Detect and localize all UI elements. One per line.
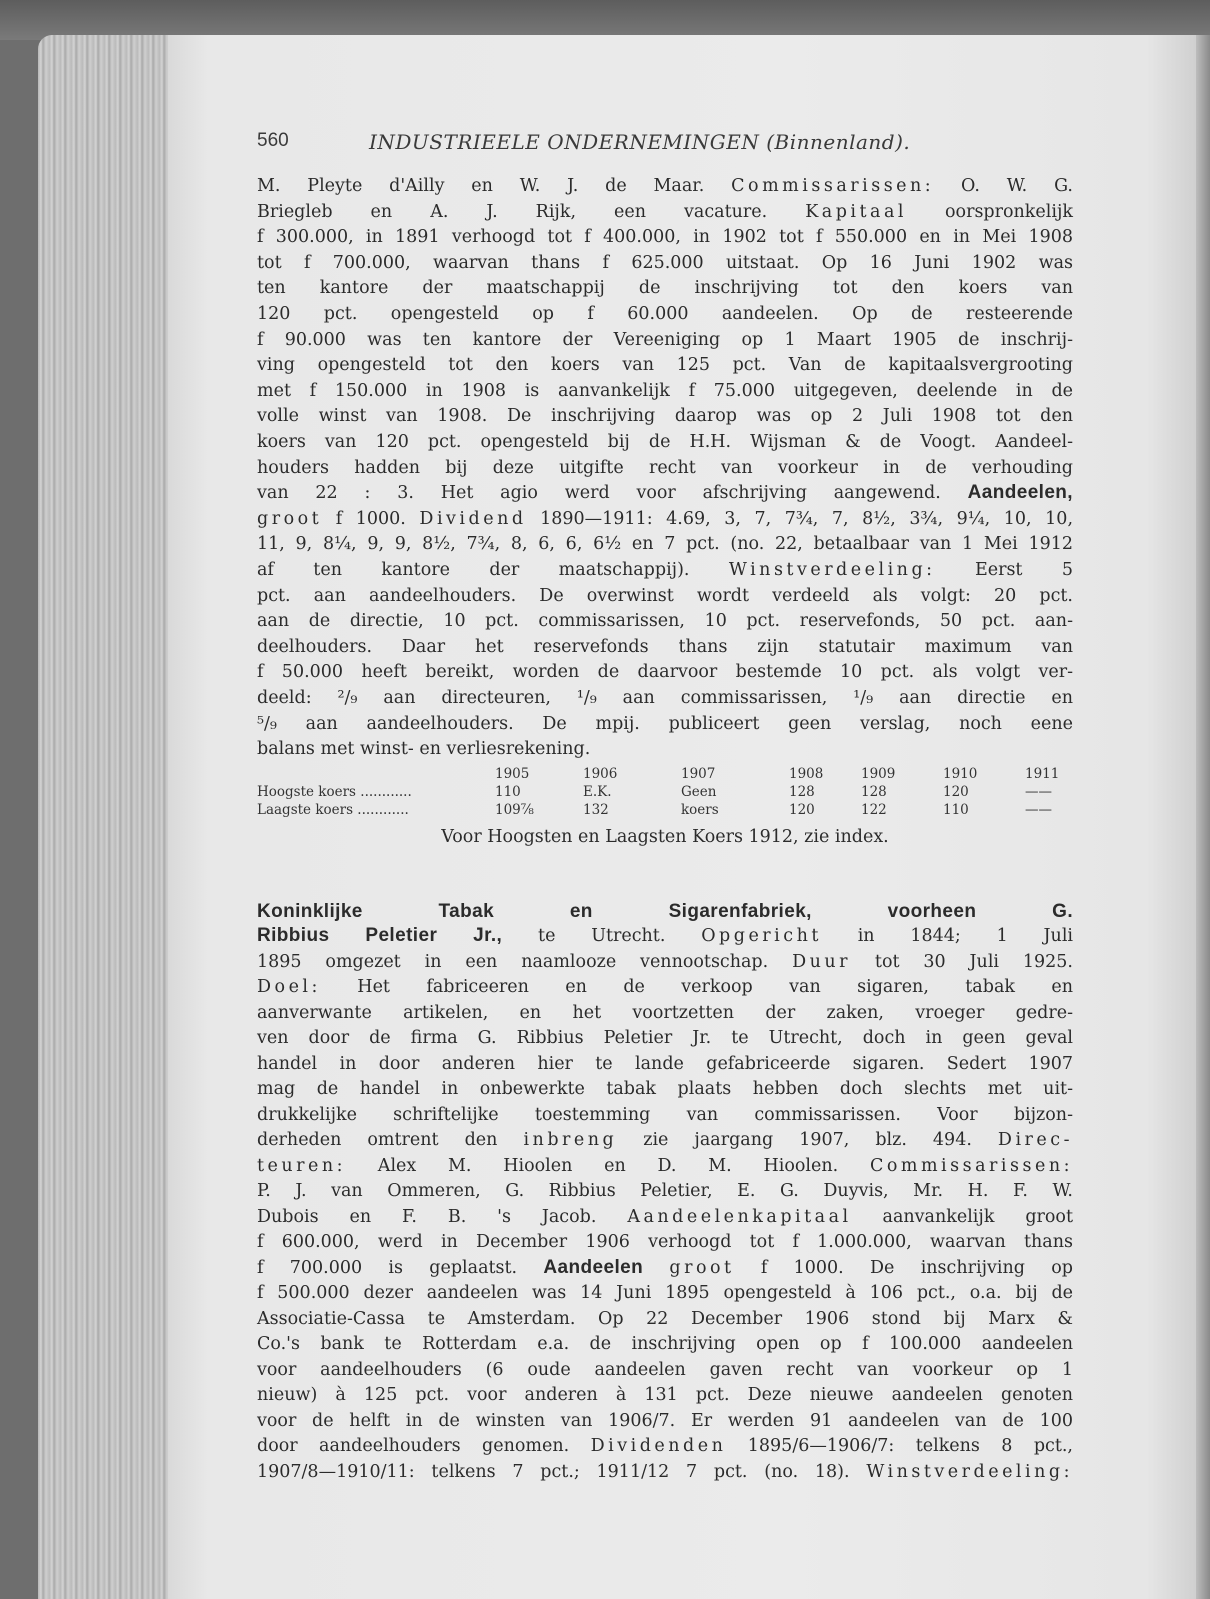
entry-2-heading — [257, 899, 1073, 921]
running-header — [257, 130, 1073, 156]
spaced-keyword: Commissarissen: — [731, 176, 935, 196]
text-line: deelhouders. Daar het reservefonds thans zijn statutair maximum van — [257, 636, 1073, 657]
text-line: P. J. van Ommeren, G. Ribbius Peletier, E. G. Duyvis, Mr. H. F. W. — [257, 1181, 1073, 1201]
year-header: 1909 — [861, 766, 896, 782]
spaced-keyword: Duur — [792, 951, 852, 972]
text-line: voor aandeelhouders (6 oude aandeelen gaven recht van voorkeur op 1 — [257, 1359, 1073, 1380]
koers-value: 128 — [861, 784, 887, 800]
koers-value: —— — [1025, 784, 1052, 800]
koers-value: 122 — [861, 802, 887, 818]
spaced-keyword: Doel: — [257, 977, 321, 997]
text-line: met f 150.000 in 1908 is aanvankelijk f 75.000 uitgegeven, deelende in de — [257, 380, 1073, 401]
koers-value: 132 — [583, 802, 609, 818]
year-header: 1910 — [943, 766, 978, 782]
text-line: aan de directie, 10 pct. commissarissen, 10 pct. reservefonds, 50 pct. aan- — [257, 611, 1073, 632]
text-line: deeld: ²/₉ aan directeuren, ¹/₉ aan commissarissen, ¹/₉ aan directie en — [257, 688, 1073, 708]
spaced-keyword: groot — [257, 508, 323, 529]
spaced-keyword: Dividenden — [590, 1436, 727, 1456]
koers-value: —— — [1025, 802, 1052, 818]
text-line: Associatie-Cassa te Amsterdam. Op 22 December 1906 stond bij Marx & — [257, 1308, 1073, 1329]
book-cover-top — [0, 0, 1210, 40]
year-header: 1908 — [789, 766, 824, 782]
koers-value: 110 — [943, 802, 969, 818]
koers-table-header — [257, 766, 1073, 783]
spaced-keyword: Direc- — [997, 1130, 1073, 1150]
koers-value: koers — [681, 802, 719, 818]
text-line: ⁵/₉ aan aandeelhouders. De mpij. publiceert geen verslag, noch eene — [257, 713, 1073, 734]
text-line: volle winst van 1908. De inschrijving daarop was op 2 Juli 1908 tot den — [257, 406, 1073, 427]
text-line: ving opengesteld tot den koers van 125 pct. Van de kapitaalsvergrooting — [257, 355, 1073, 376]
text-line: f 500.000 dezer aandeelen was 14 Juni 1895 opengesteld à 106 pct., o.a. bij de — [257, 1283, 1073, 1303]
text-line: f 300.000, in 1891 verhoogd tot f 400.000, in 1902 tot f 550.000 en in Mei 1908 — [257, 227, 1073, 248]
spaced-keyword: Winstverdeeling: — [866, 1461, 1073, 1482]
spaced-keyword: Commissarissen: — [869, 1155, 1073, 1176]
text-line: 120 pct. opengesteld op f 60.000 aandeelen. Op de resteerende — [257, 304, 1073, 324]
koers-note: Voor Hoogsten en Laagsten Koers 1912, zie index. — [441, 827, 889, 847]
text-line: balans met winst- en verliesrekening. — [257, 739, 591, 760]
text-line: 1907/8—1910/11: telkens 7 pct.; 1911/12 7 pct. (no. 18). Winstverdeeling: — [257, 1461, 1073, 1482]
text-line: Co.'s bank te Rotterdam e.a. de inschrijving open op f 100.000 aandeelen — [257, 1334, 1073, 1354]
page-number: 560 — [257, 130, 289, 151]
text-line: pct. aan aandeelhouders. De overwinst wordt verdeeld als volgt: 20 pct. — [257, 585, 1073, 606]
year-header: 1905 — [495, 766, 530, 782]
koers-value: 120 — [943, 784, 969, 800]
text-line: Dubois en F. B. 's Jacob. Aandeelenkapitaal aanvankelijk groot — [257, 1206, 1073, 1227]
text-line: houders hadden bij deze uitgifte recht van voorkeur in de verhouding — [257, 457, 1073, 478]
koers-value: 120 — [789, 802, 815, 818]
spaced-keyword: Winstverdeeling: — [728, 560, 936, 580]
text-line: f 90.000 was ten kantore der Vereeniging op 1 Maart 1905 de inschrij- — [257, 329, 1073, 350]
row-label: Laagste koers ............ — [257, 802, 409, 818]
text-line: voor de helft in de winsten van 1906/7. Er werden 91 aandeelen van de 100 — [257, 1410, 1073, 1431]
text-line: ten kantore der maatschappij de inschrijving tot den koers van — [257, 278, 1073, 299]
text-line: handel in door anderen hier te lande gefabriceerde sigaren. Sedert 1907 — [257, 1053, 1073, 1074]
text-line: f 700.000 is geplaatst. Aandeelen groot f 1000. De inschrijving op — [257, 1256, 1073, 1278]
koers-value: E.K. — [583, 784, 612, 800]
spaced-keyword: Kapitaal — [805, 201, 907, 222]
spaced-keyword: inbreng — [523, 1130, 618, 1150]
text-line: 11, 9, 8¼, 9, 9, 8½, 7¾, 8, 6, 6, 6½ en 7 pct. (no. 22, betaalbaar van 1 Mei 1912 — [257, 534, 1073, 555]
text-line: van 22 : 3. Het agio werd voor afschrijving aangewend. Aandeelen, — [257, 482, 1073, 504]
spaced-keyword: Dividend — [419, 508, 527, 529]
text-line: 1895 omgezet in een naamlooze vennootschap. Duur tot 30 Juli 1925. — [257, 951, 1073, 972]
text-line: koers van 120 pct. opengesteld bij de H.H. Wijsman & de Voogt. Aandeel- — [257, 432, 1073, 452]
year-header: 1907 — [681, 766, 716, 782]
text-line: teuren: Alex M. Hioolen en D. M. Hioolen. Commissarissen: — [257, 1155, 1073, 1176]
text-line: af ten kantore der maatschappij). Winstverdeeling: Eerst 5 — [257, 560, 1073, 580]
spaced-keyword: Aandeelenkapitaal — [627, 1206, 852, 1227]
text-line: tot f 700.000, waarvan thans f 625.000 uitstaat. Op 16 Juni 1902 was — [257, 252, 1073, 273]
text-line: aanverwante artikelen, en het voortzetten der zaken, vroeger gedre- — [257, 1002, 1073, 1023]
page-edges-stack — [38, 35, 173, 1599]
year-header: 1906 — [583, 766, 618, 782]
text-line: Briegleb en A. J. Rijk, een vacature. Kapitaal oorspronkelijk — [257, 201, 1073, 222]
koers-table-row-hoogste — [257, 784, 1073, 801]
text-line: derheden omtrent den inbreng zie jaargang 1907, blz. 494. Direc- — [257, 1130, 1073, 1150]
text-line: f 600.000, werd in December 1906 verhoogd tot f 1.000.000, waarvan thans — [257, 1232, 1073, 1252]
spaced-keyword: teuren: — [257, 1155, 347, 1176]
text-line: ven door de firma G. Ribbius Peletier Jr. te Utrecht, doch in geen geval — [257, 1028, 1073, 1048]
text-line: M. Pleyte d'Ailly en W. J. de Maar. Commissarissen: O. W. G. — [257, 176, 1073, 196]
text-line: Doel: Het fabriceeren en de verkoop van sigaren, tabak en — [257, 977, 1073, 997]
spaced-keyword: Opgericht — [701, 926, 822, 946]
text-line: nieuw) à 125 pct. voor anderen à 131 pct. Deze nieuwe aandeelen genoten — [257, 1385, 1073, 1405]
bold-keyword: Aandeelen, — [967, 482, 1073, 504]
company-name-heading: Koninklijke Tabak en Sigarenfabriek, voorheen G. — [257, 901, 1073, 922]
spaced-keyword: groot — [669, 1257, 735, 1278]
text-line: drukkelijke schriftelijke toestemming van commissarissen. Voor bijzon- — [257, 1104, 1073, 1125]
koers-value: 110 — [495, 784, 521, 800]
bold-keyword: Aandeelen — [543, 1256, 644, 1278]
text-line: door aandeelhouders genomen. Dividenden 1895/6—1906/7: telkens 8 pct., — [257, 1436, 1073, 1456]
text-line: mag de handel in onbewerkte tabak plaats hebben doch slechts met uit- — [257, 1079, 1073, 1099]
text-line: Ribbius Peletier Jr., te Utrecht. Opgericht in 1844; 1 Juli — [257, 925, 1074, 946]
koers-value: 128 — [789, 784, 815, 800]
bold-keyword: Ribbius Peletier Jr., — [257, 925, 503, 946]
running-title: INDUSTRIEELE ONDERNEMINGEN (Binnenland). — [369, 130, 911, 154]
koers-value: Geen — [681, 784, 717, 800]
text-line: groot f 1000. Dividend 1890—1911: 4.69, 3, 7, 7¾, 7, 8½, 3¾, 9¼, 10, 10, — [257, 508, 1074, 529]
row-label: Hoogste koers ............ — [257, 784, 412, 800]
year-header: 1911 — [1025, 766, 1060, 782]
koers-value: 109⅞ — [495, 802, 534, 818]
book-gutter-edge — [1196, 35, 1210, 1599]
koers-table-row-laagste — [257, 802, 1073, 819]
text-line: f 50.000 heeft bereikt, worden de daarvoor bestemde 10 pct. als volgt ver- — [257, 662, 1073, 683]
